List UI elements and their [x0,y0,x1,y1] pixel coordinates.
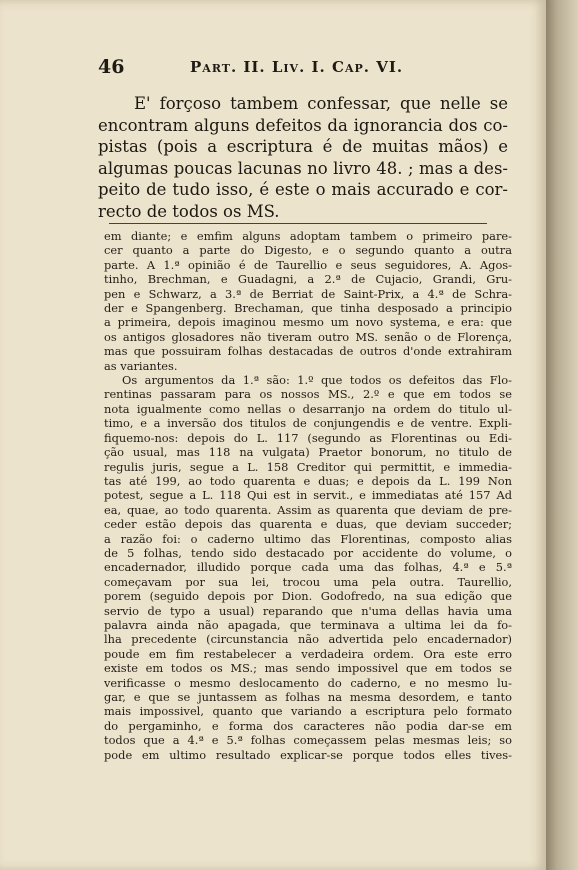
footnote-line: porem (seguido depois por Dion. Godofredo, na sua edição que [104,589,512,604]
footnote-line: der e Spangenberg. Brechaman, que tinha desposado a principio [104,301,512,316]
footnote-line: tas até 199, ao todo quarenta e duas; e depois da L. 199 Non [104,473,512,488]
footnote-line: começavam por sua lei, trocou uma pela outra. Taurellio, [104,574,512,589]
footnote-line: a razão foi: o caderno ultimo das Florentinas, composto alias [104,531,512,546]
main-text-line: recto de todos os MS. [98,201,280,221]
footnote-line: mais impossivel, quanto que variando a escriptura pelo formato [104,704,512,719]
footnote-line: palavra ainda não apagada, que terminava a ultima lei da fo- [104,617,512,632]
footnote-line: em diante; e emfim alguns adoptam tambem o primeiro pare- [104,229,512,243]
main-text-line: peito de tudo isso, é este o mais accurado e cor- [98,180,508,200]
page-header [98,56,518,82]
footnote-line: cer quanto a parte do Digesto, e o segundo quanto a outra [104,243,512,258]
footnote-line: pode em ultimo resultado explicar-se porque todos elles tives- [104,747,512,762]
footnote-line: timo, e a inversão dos titulos de conjungendis e de ventre. Expli- [104,416,512,431]
footnote-line: ceder estão depois das quarenta e duas, que deviam succeder; [104,517,512,532]
footnote-line: rentinas passaram para os nossos MS., 2.º e que em todos se [104,387,512,402]
page-number: 46 [98,56,125,78]
footnote-line: fiquemo-nos: depois do L. 117 (segundo as Florentinas ou Edi- [104,430,512,445]
footnote-line: todos que a 4.ª e 5.ª folhas começassem pelas mesmas leis; so [104,733,512,748]
running-title: Part. II. Liv. I. Cap. VI. [190,58,404,76]
footnote-line: existe em todos os MS.; mas sendo impossivel que em todos se [104,661,512,676]
footnote-line: encadernador, illudido porque cada uma das folhas, 4.ª e 5.ª [104,560,512,575]
main-text-line: encontram alguns defeitos da ignorancia dos co- [98,115,508,135]
footnote-line: mas que possuiram folhas destacadas de outros d'onde extrahiram [104,344,512,359]
main-text-line: pistas (pois a escriptura é de muitas mãos) e [98,137,508,157]
footnote-line: poude em fim restabelecer a verdadeira ordem. Ora este erro [104,646,512,661]
footnote-line: a primeira, depois imaginou mesmo um novo systema, e era: que [104,315,512,330]
footnote-line: as variantes. [104,358,178,373]
footnote-line: tinho, Brechman, e Guadagni, a 2.ª de Cujacio, Grandi, Gru- [104,272,512,287]
footnote-line: de 5 folhas, tendo sido destacado por accidente do volume, o [104,545,512,560]
footnote-line: potest, segue a L. 118 Qui est in servit., e immediatas até 157 Ad [104,488,512,503]
footnote-line: regulis juris, segue a L. 158 Creditor qui permittit, e immedia- [104,459,512,474]
footnote-line: lha precedente (circunstancia não advertida pelo encadernador) [104,632,512,647]
footnote-line: gar, e que se juntassem as folhas na mesma desordem, e tanto [104,690,512,704]
footnote-line: nota igualmente como nellas o desarranjo na ordem do titulo ul- [104,401,512,416]
footnote-block [104,229,512,762]
footnote-line: pen e Schwarz, a 3.ª de Berriat de Saint-Prix, a 4.ª de Schra- [104,286,512,301]
footnote-line: verificasse o mesmo deslocamento do caderno, e no mesmo lu- [104,675,512,690]
main-text-line: algumas poucas lacunas no livro 48. ; mas a des- [98,158,508,178]
footnote-line: os antigos glosadores não tiveram outro MS. senão o de Florença, [104,329,512,344]
footnote-line: ea, quae, ao todo quarenta. Assim as quarenta que deviam de pre- [104,502,512,517]
footnote-rule [109,223,487,224]
footnote-line: do pergaminho, e forma dos caracteres não podia dar-se em [104,718,512,733]
footnote-line: parte. A 1.ª opinião é de Taurellio e seus seguidores, A. Agos- [104,257,512,272]
main-text-line: E' forçoso tambem confessar, que nelle se [134,94,508,113]
main-paragraph [98,93,508,223]
footnote-line: servio de typo a usual) reparando que n'uma dellas havia uma [104,603,512,618]
book-gutter [546,0,578,870]
footnote-line: ção usual, mas 118 na vulgata) Praetor bonorum, no titulo de [104,445,512,460]
footnote-line: Os argumentos da 1.ª são: 1.º que todos os defeitos das Flo- [122,373,512,388]
